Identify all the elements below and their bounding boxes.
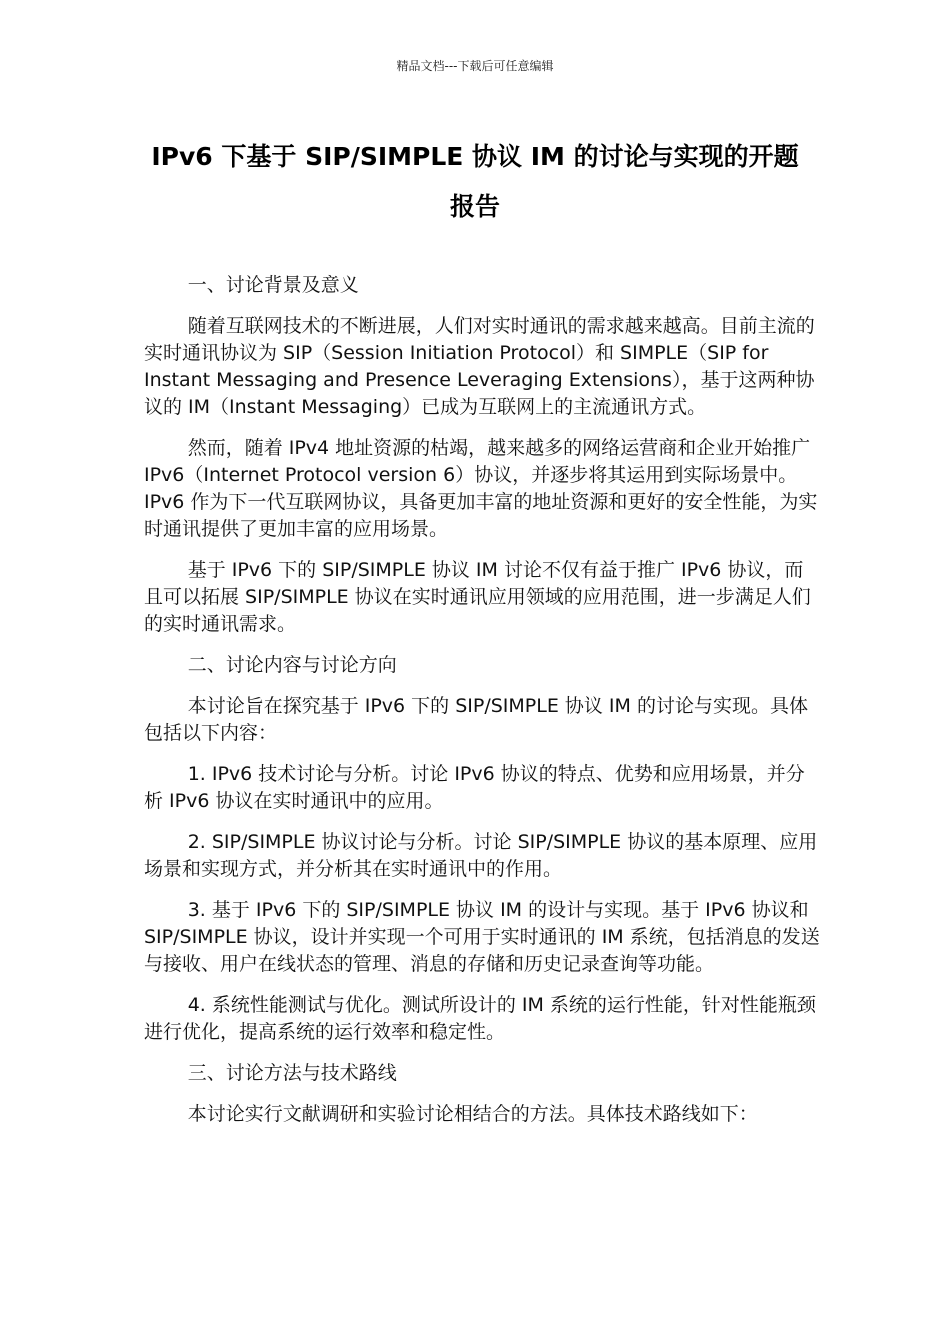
- paragraph: 本讨论实行文献调研和实验讨论相结合的方法。具体技术路线如下：: [187, 1103, 758, 1125]
- list-item: 3. 基于 IPv6 下的 SIP/SIMPLE 协议 IM 的设计与实现。基于 IPv6 协议和 SIP/SIMPLE 协议，设计并实现一个可用于实时通讯的 IM 系统，包括消息的发送与接收、用户在线状态的管理、消息的存储和历史记录查询等功能。: [144, 899, 820, 975]
- page-header-note: 精品文档---下载后可任意编辑: [396, 59, 554, 73]
- paragraph: 随着互联网技术的不断进展，人们对实时通讯的需求越来越高。目前主流的实时通讯协议为 SIP（Session Initiation Protocol）和 SIMPLE（SIP for Instant Messaging and Presence Leveraging Extensions），基于这两种协议的 IM（Instant Messaging）已成为互联网上的主流通讯方式。: [144, 315, 815, 418]
- section-heading-method: 三、讨论方法与技术路线: [187, 1062, 397, 1084]
- document-title: IPv6 下基于 SIP/SIMPLE 协议 IM 的讨论与实现的开题报告: [151, 142, 799, 221]
- document-body: [144, 272, 820, 1142]
- paragraph: 基于 IPv6 下的 SIP/SIMPLE 协议 IM 讨论不仅有益于推广 IPv6 协议，而且可以拓展 SIP/SIMPLE 协议在实时通讯应用领域的应用范围，进一步满足人们的实时通讯需求。: [144, 559, 811, 635]
- section-heading-content: 二、讨论内容与讨论方向: [187, 654, 397, 676]
- list-item: 1. IPv6 技术讨论与分析。讨论 IPv6 协议的特点、优势和应用场景，并分析 IPv6 协议在实时通讯中的应用。: [144, 763, 805, 812]
- section-heading-background: 一、讨论背景及意义: [187, 274, 359, 296]
- paragraph: 然而，随着 IPv4 地址资源的枯竭，越来越多的网络运营商和企业开始推广 IPv6（Internet Protocol version 6）协议，并逐步将其运用到实际场景中。IPv6 作为下一代互联网协议，具备更加丰富的地址资源和更好的安全性能，为实时通讯提供了更加丰富的应用场景。: [144, 437, 818, 540]
- list-item: 4. 系统性能测试与优化。测试所设计的 IM 系统的运行性能，针对性能瓶颈进行优化，提高系统的运行效率和稳定性。: [144, 994, 816, 1043]
- list-item: 2. SIP/SIMPLE 协议讨论与分析。讨论 SIP/SIMPLE 协议的基本原理、应用场景和实现方式，并分析其在实时通讯中的作用。: [144, 831, 818, 880]
- paragraph: 本讨论旨在探究基于 IPv6 下的 SIP/SIMPLE 协议 IM 的讨论与实现。具体包括以下内容：: [144, 695, 808, 744]
